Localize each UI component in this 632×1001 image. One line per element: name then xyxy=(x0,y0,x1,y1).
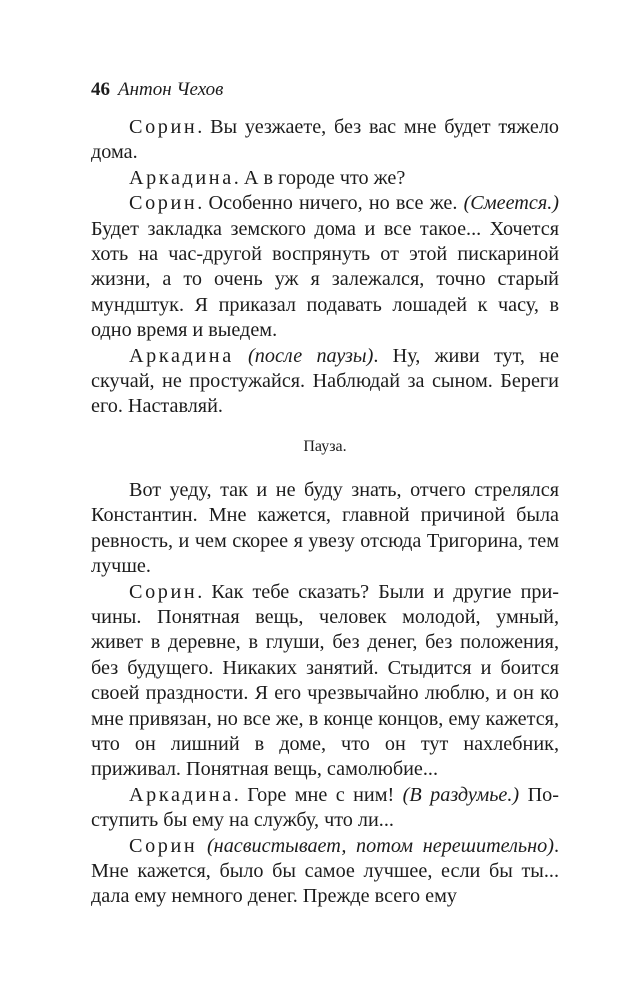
speech-text: . Мне кажется, было бы самое лучшее, если бы ты... дала ему немного денег. Прежде всего ему xyxy=(91,834,559,908)
speech-text: . А в городе что же? xyxy=(233,166,406,189)
speech-paragraph xyxy=(91,166,559,191)
running-head xyxy=(91,78,223,102)
speech-text: . Как тебе сказать? Были и другие причины. Понятная вещь, человек молодой, умный, живет в деревне, в глуши, без денег, без положения, без будущего. Никаких занятий. Стыдится и боится своей праздности. Я его чрезвычайно люблю, и он ко мне привязан, но все же, в конце концов, ему кажется, что он лишний в доме, что он тут нахлебник, приживал. Понятная вещь, самолюбие... xyxy=(91,580,559,781)
stage-direction: (после паузы) xyxy=(248,344,374,367)
pause-direction: Пауза. xyxy=(303,437,347,455)
stage-direction: (насвистывает, потом нерешительно) xyxy=(197,834,554,857)
speech-paragraph xyxy=(91,115,559,166)
speech-text: Поступить бы ему на службу, что ли... xyxy=(91,783,559,832)
speaker-name: Аркадина xyxy=(129,344,234,367)
play-text xyxy=(91,115,559,910)
speech-text: Будет закладка земского дома и все такое... Хочется хоть на час-другой воспрянуть от этой пискариной жизни, а то очень уж я залежался, точно старый мундштук. Я приказал подавать лошадей к часу, в одно время и выедем. xyxy=(91,217,559,342)
speaker-name: Сорин xyxy=(129,192,198,215)
speech-text: . Особенно ничего, но все же. xyxy=(197,192,464,215)
speech-paragraph xyxy=(91,580,559,783)
speech-paragraph xyxy=(91,191,559,343)
stage-direction: (В раздумье.) xyxy=(402,783,520,806)
speaker-name: Сорин xyxy=(129,834,198,857)
speaker-name: Аркадина xyxy=(129,783,234,806)
stage-direction: (Смеется.) xyxy=(463,192,559,215)
speech-paragraph xyxy=(91,834,559,910)
speaker-name: Сорин xyxy=(129,116,198,138)
speech-text: . Горе мне с ним! xyxy=(233,783,403,806)
speech-paragraph xyxy=(91,344,559,420)
page-number: 46 xyxy=(91,79,110,100)
running-head-author: Антон Чехов xyxy=(118,79,224,100)
speaker-name: Сорин xyxy=(129,580,198,603)
speech-paragraph xyxy=(91,783,559,834)
speaker-name: Аркадина xyxy=(129,166,234,189)
speech-paragraph xyxy=(91,478,559,580)
speech-text: Вот уеду, так и не буду знать, отчего стрелялся Константин. Мне кажется, главной причиной была ревность, и чем скорее я увезу отсюда Тригорина, тем лучше. xyxy=(91,478,559,578)
speech-text: . Ну, живи тут, не скучай, не простужайся. Наблюдай за сыном. Береги его. Наставляй. xyxy=(91,344,559,418)
speech-text: . Вы уезжаете, без вас мне будет тяжело дома. xyxy=(91,116,559,164)
